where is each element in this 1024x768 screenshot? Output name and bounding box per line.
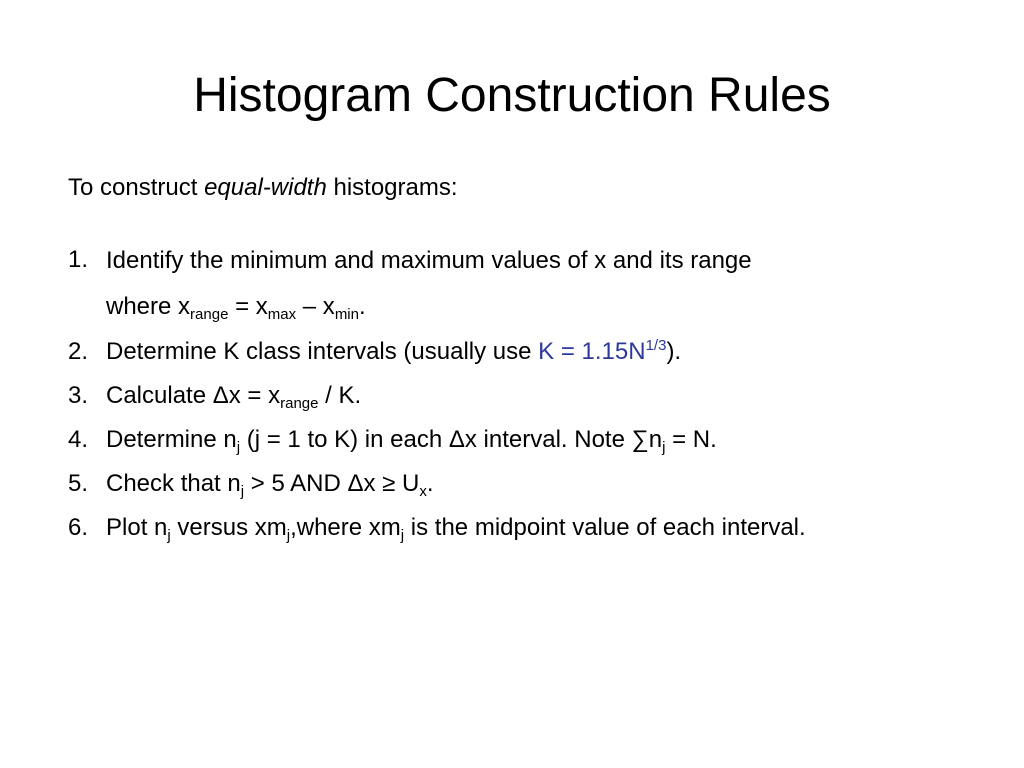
subscript: j <box>662 439 666 456</box>
subscript: range <box>190 306 229 323</box>
text-run: = N. <box>665 426 717 453</box>
subscript: max <box>267 306 297 323</box>
subscript: j <box>240 483 245 500</box>
text-run: = x <box>228 293 268 320</box>
step-text <box>106 238 752 330</box>
text-run: versus xm <box>170 514 287 541</box>
step-1-line-1: Identify the minimum and maximum values of x and its range <box>106 247 752 274</box>
step-1 <box>68 238 806 330</box>
step-text <box>106 418 717 462</box>
slide-title: Histogram Construction Rules <box>193 69 831 122</box>
step-number: 2. <box>68 338 89 365</box>
step-4 <box>68 418 806 462</box>
subscript: j <box>167 527 171 544</box>
subscript: min <box>334 306 359 323</box>
subscript: x <box>419 483 427 500</box>
step-number: 5. <box>68 470 89 497</box>
text-run: ,where xm <box>290 514 401 541</box>
text-run: . <box>426 470 434 497</box>
text-run: – x <box>296 293 335 320</box>
text-run: Determine n <box>106 426 237 453</box>
step-text <box>106 506 806 550</box>
k-formula <box>538 338 666 365</box>
superscript: 1/3 <box>645 337 667 354</box>
text-run: Plot n <box>106 514 168 541</box>
step-text <box>106 374 361 418</box>
step-1-line-2 <box>106 284 752 330</box>
step-number: 6. <box>68 514 89 541</box>
text-run: Check that n <box>106 470 241 497</box>
step-number: 1. <box>68 246 89 273</box>
text-run: (j = 1 to K) in each Δx interval. Note ∑n <box>240 426 663 453</box>
intro-text-after: histograms: <box>326 174 458 201</box>
step-2 <box>68 330 806 374</box>
text-run: where x <box>106 293 191 320</box>
step-text <box>106 462 434 506</box>
subscript: j <box>236 439 241 456</box>
step-5 <box>68 462 806 506</box>
text-run: . <box>358 293 366 320</box>
subscript: j <box>400 527 405 544</box>
text-run: / K. <box>318 382 362 409</box>
text-run: is the midpoint value of each interval. <box>404 514 806 541</box>
subscript: j <box>286 527 291 544</box>
step-text <box>106 330 681 374</box>
intro-text-before: To construct <box>68 174 205 201</box>
intro-emphasis: equal-width <box>204 174 327 201</box>
step-number: 4. <box>68 426 89 453</box>
step-6 <box>68 506 806 550</box>
step-3 <box>68 374 806 418</box>
formula-text: K = 1.15N <box>538 338 646 365</box>
step-number: 3. <box>68 382 89 409</box>
steps-list <box>68 238 806 550</box>
subscript: range <box>280 395 319 412</box>
text-run: ). <box>666 338 682 365</box>
text-run: Calculate Δx = x <box>106 382 281 409</box>
text-run: Determine K class intervals (usually use <box>106 338 539 365</box>
intro-text <box>68 168 458 208</box>
text-run: > 5 AND Δx ≥ U <box>244 470 420 497</box>
